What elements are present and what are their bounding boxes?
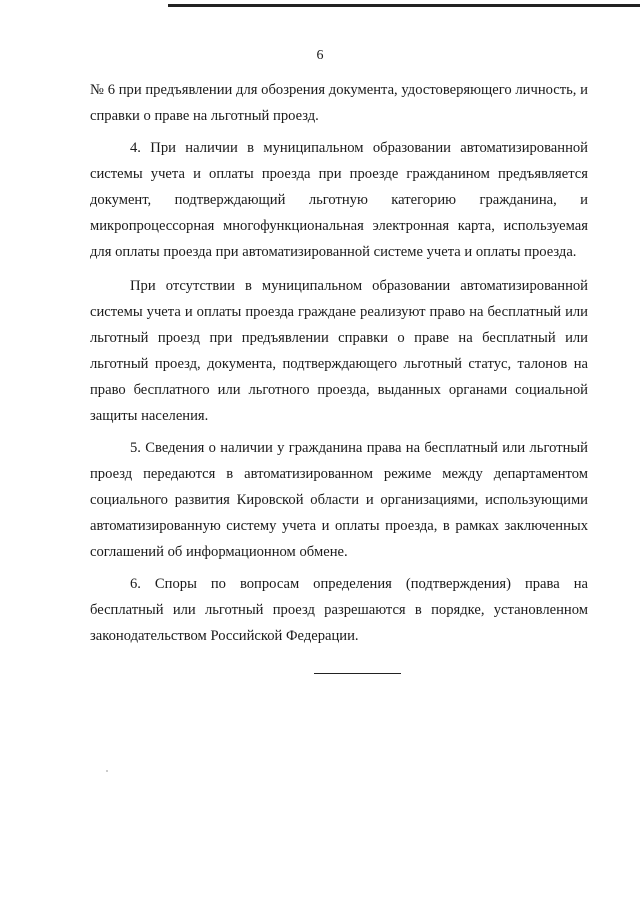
scan-artifact [106,770,108,772]
top-border-line [168,4,640,7]
document-body [90,77,588,649]
page-number: 6 [316,48,324,63]
end-of-document-line [314,673,401,674]
paragraph-item-5: 5. Сведения о наличии у гражданина права на бесплатный или льготный проезд передаются в автоматизированном режиме между департаментом социального развития Кировской области и организациями, использующими автоматизированную систему учета и оплаты проезда, в рамках заключенных соглашений об информационном обмене. [90,440,588,560]
paragraph-continuation: № 6 при предъявлении для обозрения документа, удостоверяющего личность, и справки о праве на льготный проезд. [90,82,588,124]
paragraph-item-6: 6. Споры по вопросам определения (подтверждения) права на бесплатный или льготный проезд разрешаются в порядке, установленном законодательством Российской Федерации. [90,576,588,644]
paragraph-item-4: 4. При наличии в муниципальном образовании автоматизированной системы учета и оплаты проезда при проезде гражданином предъявляется документ, подтверждающий льготную категорию гражданина, и микропроцессорная многофункциональная электронная карта, используемая для оплаты проезда при автоматизированной системе учета и оплаты проезда. [90,140,588,260]
paragraph-no-system: При отсутствии в муниципальном образовании автоматизированной системы учета и оплаты проезда граждане реализуют право на бесплатный или льготный проезд при предъявлении справки о праве на бесплатный или льготный проезд, документа, подтверждающего льготный статус, талонов на право бесплатного или льготного проезда, выданных органами социальной защиты населения. [90,278,588,424]
